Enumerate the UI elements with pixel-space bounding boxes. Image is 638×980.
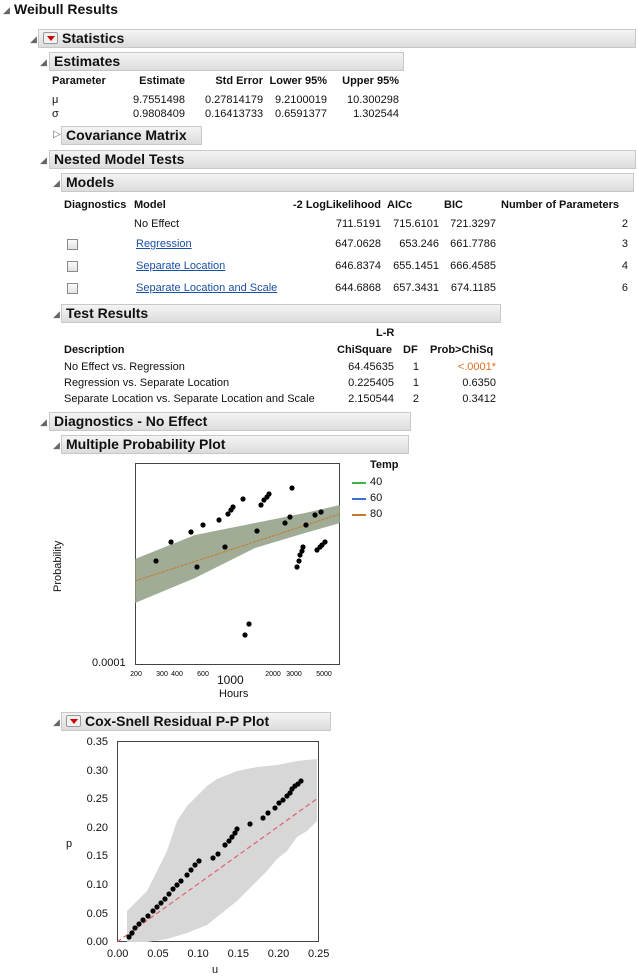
mpp-ymin-label: 0.0001 bbox=[92, 657, 126, 669]
models-cell: 721.3297 bbox=[450, 218, 496, 230]
test-cell: Regression vs. Separate Location bbox=[64, 377, 230, 389]
cs-point bbox=[129, 930, 134, 935]
cs-point bbox=[234, 826, 239, 831]
models-col-header: Number of Parameters bbox=[501, 199, 619, 211]
mpp-point bbox=[194, 564, 199, 569]
estimates-cell: 0.16413733 bbox=[205, 108, 264, 120]
test-col-header: ChiSquare bbox=[337, 344, 393, 356]
mpp-point bbox=[294, 564, 299, 569]
models-cell: 715.6101 bbox=[393, 218, 439, 230]
models-cell: 661.7786 bbox=[450, 238, 496, 250]
disclosure-icon[interactable]: ◢ bbox=[40, 417, 47, 427]
models-cell: 646.8374 bbox=[335, 260, 381, 272]
estimates-cell: 10.300298 bbox=[347, 94, 399, 106]
models-col-header: -2 LogLikelihood bbox=[293, 199, 381, 211]
cox-snell-title: Cox-Snell Residual P-P Plot bbox=[85, 713, 270, 729]
models-col-header: Model bbox=[134, 199, 166, 211]
test-cell: 1 bbox=[412, 361, 419, 373]
mpp-x-tick-label: 5000 bbox=[316, 671, 332, 678]
mpp-x-tick-label: 600 bbox=[197, 671, 209, 678]
models-cell: 6 bbox=[621, 282, 628, 294]
models-cell: 655.1451 bbox=[393, 260, 439, 272]
cs-point bbox=[265, 810, 270, 815]
estimates-cell: 0.27814179 bbox=[205, 94, 264, 106]
cs-point bbox=[260, 815, 265, 820]
test-results-header[interactable]: Test Results bbox=[61, 304, 501, 323]
test-cell: 1 bbox=[412, 377, 419, 389]
cs-point bbox=[280, 797, 285, 802]
nested-model-tests-header[interactable]: Nested Model Tests bbox=[49, 150, 636, 169]
cs-y-axis-label: p bbox=[66, 838, 73, 850]
diagnostics-checkbox[interactable] bbox=[67, 283, 78, 294]
test-cell: Separate Location vs. Separate Location and Scale bbox=[64, 393, 315, 405]
models-cell: 2 bbox=[621, 218, 628, 230]
disclosure-icon[interactable]: ◢ bbox=[53, 309, 60, 319]
test-cell: No Effect vs. Regression bbox=[64, 361, 185, 373]
legend-swatch bbox=[352, 514, 366, 516]
mpp-x-axis-label: Hours bbox=[219, 688, 249, 700]
cs-y-tick-label: 0.20 bbox=[86, 821, 108, 834]
mpp-point bbox=[230, 504, 235, 509]
cs-y-tick-label: 0.30 bbox=[86, 764, 108, 777]
cs-point bbox=[210, 855, 215, 860]
estimates-col-header: Upper 95% bbox=[342, 75, 399, 87]
legend-swatch bbox=[352, 482, 366, 484]
mpp-x-tick-label: 400 bbox=[171, 671, 183, 678]
mpp-point bbox=[240, 496, 245, 501]
cs-y-tick-label: 0.25 bbox=[86, 793, 108, 806]
model-link[interactable]: Separate Location bbox=[136, 260, 226, 272]
mpp-point bbox=[312, 512, 317, 517]
test-col-header: Prob>ChiSq bbox=[430, 344, 494, 356]
weibull-results-header[interactable]: Weibull Results bbox=[14, 1, 118, 17]
mpp-point bbox=[300, 544, 305, 549]
cs-x-axis-label: u bbox=[212, 964, 219, 976]
cs-x-tick-label: 0.25 bbox=[308, 948, 330, 960]
estimates-cell: 9.2100019 bbox=[275, 94, 327, 106]
mpp-point bbox=[296, 558, 301, 563]
estimates-col-header: Lower 95% bbox=[269, 75, 327, 87]
mpp-point bbox=[168, 539, 173, 544]
models-header[interactable]: Models bbox=[61, 173, 634, 192]
mpp-point bbox=[222, 544, 227, 549]
test-cell: 2.150544 bbox=[348, 393, 394, 405]
cs-point bbox=[174, 882, 179, 887]
mpp-x-tick-label: 3000 bbox=[286, 671, 302, 678]
mpp-point bbox=[287, 514, 292, 519]
mpp-x-tick-label: 200 bbox=[130, 671, 142, 678]
disclosure-icon[interactable]: ◢ bbox=[53, 178, 60, 188]
cs-point bbox=[166, 891, 171, 896]
red-triangle-menu-icon[interactable] bbox=[66, 715, 81, 727]
test-cell: 64.45635 bbox=[348, 361, 394, 373]
expand-icon[interactable]: ▷ bbox=[53, 129, 61, 140]
disclosure-icon[interactable]: ◢ bbox=[30, 34, 37, 44]
disclosure-icon[interactable]: ◢ bbox=[40, 155, 47, 165]
estimates-cell: σ bbox=[52, 108, 59, 120]
mpp-x-tick-label: 300 bbox=[156, 671, 168, 678]
cs-point bbox=[178, 878, 183, 883]
statistics-header[interactable] bbox=[38, 29, 636, 48]
model-link[interactable]: Regression bbox=[136, 238, 192, 250]
cs-y-tick-label: 0.05 bbox=[86, 907, 108, 920]
disclosure-icon[interactable]: ◢ bbox=[40, 57, 47, 67]
models-cell: 666.4585 bbox=[450, 260, 496, 272]
cs-point bbox=[170, 886, 175, 891]
models-cell: 711.5191 bbox=[335, 218, 381, 230]
cs-y-tick-label: 0.10 bbox=[86, 879, 108, 891]
models-cell: 653.246 bbox=[399, 238, 439, 250]
models-cell: 4 bbox=[621, 260, 628, 272]
mpp-legend-title: Temp bbox=[370, 459, 399, 471]
estimates-cell: 1.302544 bbox=[353, 108, 399, 120]
mpp-point bbox=[318, 509, 323, 514]
mpp-point bbox=[322, 539, 327, 544]
cs-x-tick-label: 0.10 bbox=[187, 948, 209, 960]
mpp-point bbox=[188, 529, 193, 534]
cs-point bbox=[215, 851, 220, 856]
disclosure-icon[interactable]: ◢ bbox=[3, 5, 10, 15]
mpp-point bbox=[254, 528, 259, 533]
estimates-cell: μ bbox=[52, 94, 59, 106]
red-triangle-menu-icon[interactable] bbox=[43, 32, 58, 44]
multiple-probability-plot[interactable] bbox=[135, 463, 340, 665]
cs-point bbox=[158, 900, 163, 905]
test-col-header: L-R bbox=[376, 327, 395, 339]
models-cell: 647.0628 bbox=[335, 238, 381, 250]
mpp-x-tick-label: 2000 bbox=[265, 671, 281, 678]
mpp-point bbox=[266, 491, 271, 496]
cs-point bbox=[184, 872, 189, 877]
mpp-point bbox=[289, 485, 294, 490]
cs-point bbox=[272, 805, 277, 810]
diagnostics-header[interactable]: Diagnostics - No Effect bbox=[49, 412, 411, 431]
cs-point bbox=[154, 904, 159, 909]
cs-point bbox=[188, 867, 193, 872]
estimates-header[interactable]: Estimates bbox=[49, 52, 404, 71]
legend-swatch bbox=[352, 498, 366, 500]
legend-label: 80 bbox=[370, 508, 383, 520]
mpp-y-axis-label: Probability bbox=[52, 540, 64, 592]
models-cell: 674.1185 bbox=[450, 282, 496, 294]
disclosure-icon[interactable]: ◢ bbox=[53, 717, 60, 727]
models-col-header: Diagnostics bbox=[64, 199, 127, 211]
mpp-point bbox=[242, 632, 247, 637]
cs-point bbox=[150, 908, 155, 913]
cs-y-tick-label: 0.00 bbox=[86, 936, 108, 949]
cs-x-tick-label: 0.20 bbox=[267, 948, 290, 960]
models-col-header: BIC bbox=[444, 199, 463, 211]
models-cell: 644.6868 bbox=[335, 282, 381, 294]
mpp-point bbox=[153, 558, 158, 563]
legend-label: 40 bbox=[370, 476, 383, 488]
covariance-matrix-header[interactable]: Covariance Matrix bbox=[61, 126, 202, 145]
mpp-big-tick-label: 1000 bbox=[217, 673, 244, 687]
cs-point bbox=[192, 862, 197, 867]
estimates-col-header: Std Error bbox=[215, 75, 263, 87]
model-name: No Effect bbox=[134, 218, 180, 230]
models-cell: 3 bbox=[621, 238, 628, 250]
estimates-col-header: Estimate bbox=[139, 75, 185, 87]
test-cell: <.0001* bbox=[457, 361, 496, 373]
estimates-cell: 0.9808409 bbox=[133, 108, 185, 120]
cs-point bbox=[222, 842, 227, 847]
mpp-point bbox=[246, 621, 251, 626]
models-cell: 657.3431 bbox=[393, 282, 439, 294]
test-cell: 0.3412 bbox=[462, 393, 496, 405]
cs-point bbox=[132, 925, 137, 930]
mpp-point bbox=[216, 517, 221, 522]
legend-label: 60 bbox=[370, 492, 383, 504]
cs-y-tick-label: 0.35 bbox=[86, 736, 108, 748]
multiple-probability-plot-header[interactable]: Multiple Probability Plot bbox=[61, 435, 409, 454]
cox-snell-plot[interactable] bbox=[117, 741, 319, 943]
mpp-point bbox=[258, 502, 263, 507]
test-cell: 0.6350 bbox=[462, 377, 496, 389]
test-cell: 2 bbox=[412, 393, 419, 405]
cs-y-tick-label: 0.15 bbox=[86, 850, 108, 863]
test-col-header: DF bbox=[403, 344, 418, 356]
estimates-col-header: Parameter bbox=[52, 75, 106, 87]
cs-point bbox=[298, 778, 303, 783]
cs-point bbox=[247, 821, 252, 826]
cox-snell-header[interactable] bbox=[61, 712, 331, 731]
estimates-cell: 9.7551498 bbox=[133, 94, 185, 106]
diagnostics-checkbox[interactable] bbox=[67, 261, 78, 272]
cs-point bbox=[145, 913, 150, 918]
models-col-header: AICc bbox=[387, 199, 413, 211]
statistics-title: Statistics bbox=[62, 30, 125, 46]
mpp-point bbox=[282, 520, 287, 525]
estimates-cell: 0.6591377 bbox=[275, 108, 327, 120]
cs-point bbox=[162, 896, 167, 901]
cs-point bbox=[140, 917, 145, 922]
cs-x-tick-label: 0.15 bbox=[227, 948, 250, 960]
disclosure-icon[interactable]: ◢ bbox=[53, 440, 60, 450]
cs-x-tick-label: 0.05 bbox=[147, 948, 169, 960]
cs-x-tick-label: 0.00 bbox=[107, 948, 129, 960]
test-cell: 0.225405 bbox=[348, 377, 394, 389]
diagnostics-checkbox[interactable] bbox=[67, 239, 78, 250]
mpp-point bbox=[303, 522, 308, 527]
test-col-header: Description bbox=[64, 344, 125, 356]
cs-point bbox=[136, 921, 141, 926]
cs-point bbox=[196, 858, 201, 863]
mpp-point bbox=[200, 522, 205, 527]
model-link[interactable]: Separate Location and Scale bbox=[136, 282, 278, 294]
